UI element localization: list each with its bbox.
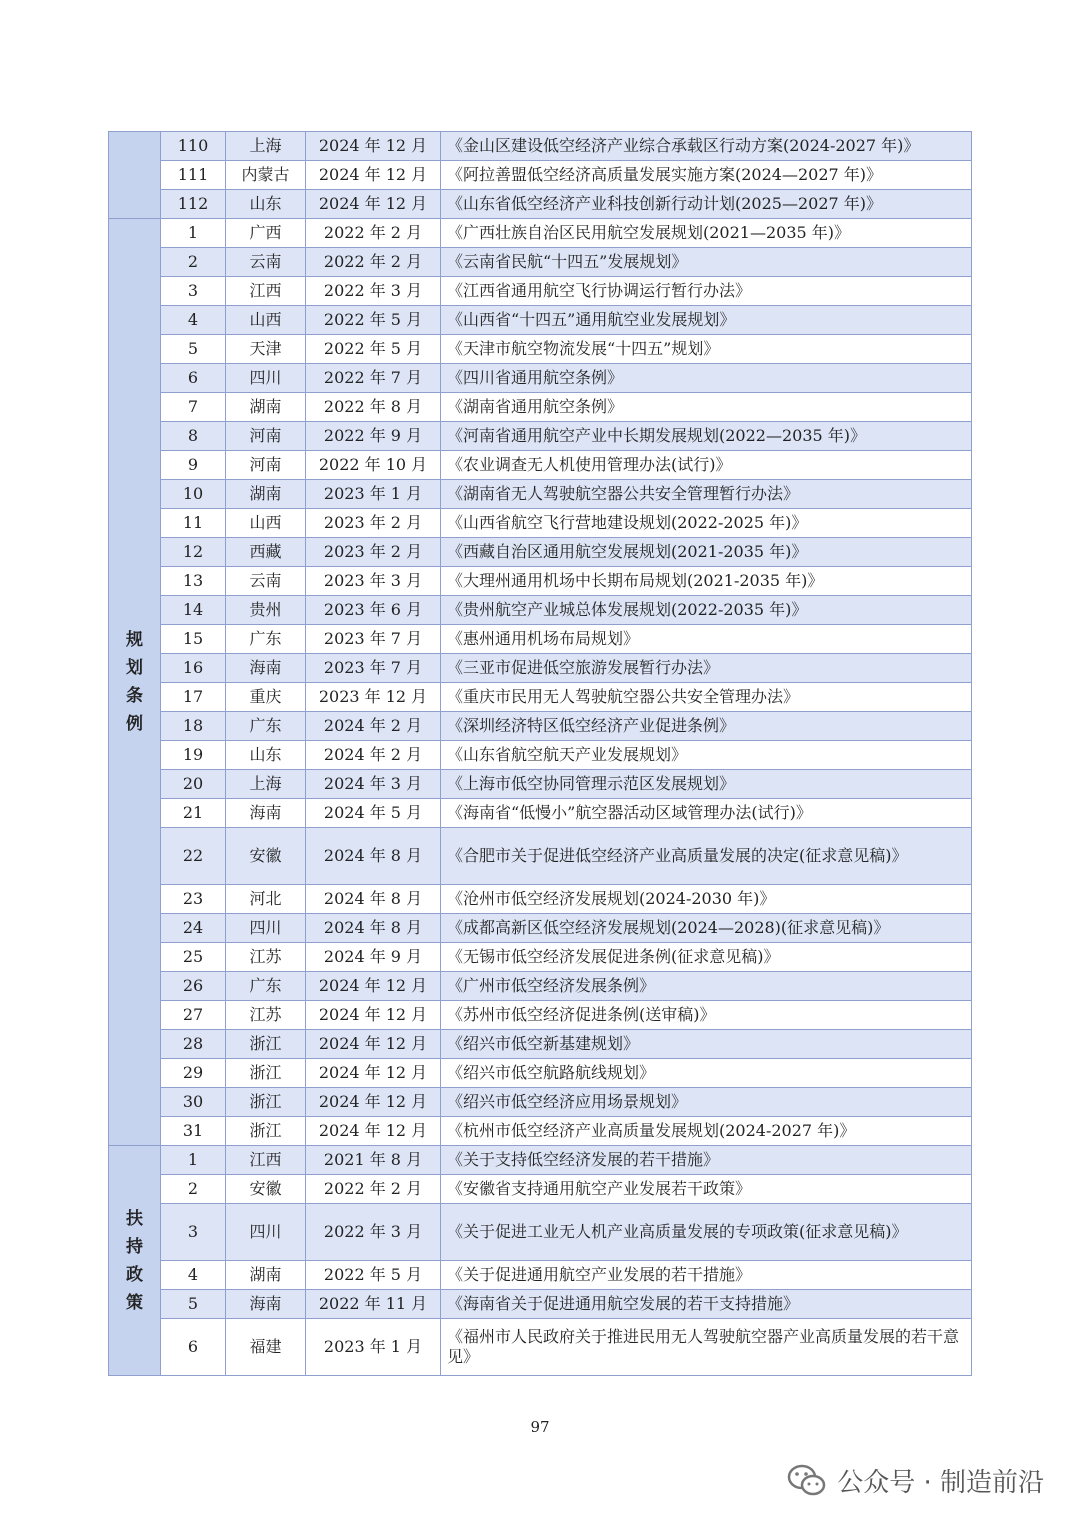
row-number: 8 — [161, 422, 226, 451]
province-cell: 内蒙古 — [226, 161, 306, 190]
table-row — [109, 422, 972, 451]
date-cell: 2023 年 12 月 — [306, 683, 441, 712]
date-cell: 2023 年 2 月 — [306, 538, 441, 567]
table-row — [109, 1175, 972, 1204]
date-cell: 2022 年 5 月 — [306, 335, 441, 364]
table-row — [109, 480, 972, 509]
row-number: 25 — [161, 943, 226, 972]
policy-title-cell: 《沧州市低空经济发展规划(2024-2030 年)》 — [441, 885, 972, 914]
row-number: 16 — [161, 654, 226, 683]
category-cell — [109, 132, 161, 219]
policy-title-cell: 《天津市航空物流发展“十四五”规划》 — [441, 335, 972, 364]
policy-title-cell: 《重庆市民用无人驾驶航空器公共安全管理办法》 — [441, 683, 972, 712]
table-row — [109, 972, 972, 1001]
date-cell: 2022 年 7 月 — [306, 364, 441, 393]
province-cell: 江西 — [226, 1146, 306, 1175]
policy-title-cell: 《山东省低空经济产业科技创新行动计划(2025—2027 年)》 — [441, 190, 972, 219]
table-row — [109, 219, 972, 248]
footer-brand — [787, 1462, 1044, 1499]
row-number: 9 — [161, 451, 226, 480]
policy-title-cell: 《海南省关于促进通用航空发展的若干支持措施》 — [441, 1290, 972, 1319]
table-row — [109, 770, 972, 799]
table-row — [109, 277, 972, 306]
row-number: 2 — [161, 248, 226, 277]
policy-title-cell: 《关于促进工业无人机产业高质量发展的专项政策(征求意见稿)》 — [441, 1204, 972, 1261]
row-number: 31 — [161, 1117, 226, 1146]
policy-title-cell: 《西藏自治区通用航空发展规划(2021-2035 年)》 — [441, 538, 972, 567]
table-row — [109, 1088, 972, 1117]
date-cell: 2024 年 12 月 — [306, 1117, 441, 1146]
row-number: 20 — [161, 770, 226, 799]
policy-title-cell: 《农业调查无人机使用管理办法(试行)》 — [441, 451, 972, 480]
province-cell: 浙江 — [226, 1117, 306, 1146]
date-cell: 2022 年 5 月 — [306, 306, 441, 335]
date-cell: 2024 年 3 月 — [306, 770, 441, 799]
province-cell: 山西 — [226, 509, 306, 538]
table-row — [109, 161, 972, 190]
date-cell: 2024 年 12 月 — [306, 972, 441, 1001]
table-row — [109, 364, 972, 393]
province-cell: 重庆 — [226, 683, 306, 712]
row-number: 19 — [161, 741, 226, 770]
province-cell: 上海 — [226, 770, 306, 799]
province-cell: 湖南 — [226, 393, 306, 422]
province-cell: 西藏 — [226, 538, 306, 567]
date-cell: 2023 年 1 月 — [306, 480, 441, 509]
policy-title-cell: 《大理州通用机场中长期布局规划(2021-2035 年)》 — [441, 567, 972, 596]
province-cell: 河南 — [226, 422, 306, 451]
policy-title-cell: 《三亚市促进低空旅游发展暂行办法》 — [441, 654, 972, 683]
province-cell: 江西 — [226, 277, 306, 306]
policy-title-cell: 《合肥市关于促进低空经济产业高质量发展的决定(征求意见稿)》 — [441, 828, 972, 885]
row-number: 5 — [161, 335, 226, 364]
table-row — [109, 885, 972, 914]
category-label: 扶持政策 — [126, 1208, 143, 1313]
date-cell: 2024 年 12 月 — [306, 1001, 441, 1030]
province-cell: 山东 — [226, 190, 306, 219]
row-number: 1 — [161, 219, 226, 248]
row-number: 30 — [161, 1088, 226, 1117]
province-cell: 浙江 — [226, 1030, 306, 1059]
policy-title-cell: 《惠州通用机场布局规划》 — [441, 625, 972, 654]
policy-title-cell: 《成都高新区低空经济发展规划(2024—2028)(征求意见稿)》 — [441, 914, 972, 943]
province-cell: 贵州 — [226, 596, 306, 625]
province-cell: 上海 — [226, 132, 306, 161]
row-number: 18 — [161, 712, 226, 741]
date-cell: 2024 年 12 月 — [306, 132, 441, 161]
province-cell: 湖南 — [226, 480, 306, 509]
row-number: 2 — [161, 1175, 226, 1204]
date-cell: 2023 年 2 月 — [306, 509, 441, 538]
row-number: 14 — [161, 596, 226, 625]
date-cell: 2022 年 3 月 — [306, 277, 441, 306]
date-cell: 2022 年 2 月 — [306, 1175, 441, 1204]
table-row — [109, 335, 972, 364]
date-cell: 2023 年 7 月 — [306, 625, 441, 654]
table-row — [109, 451, 972, 480]
province-cell: 山西 — [226, 306, 306, 335]
policy-title-cell: 《深圳经济特区低空经济产业促进条例》 — [441, 712, 972, 741]
date-cell: 2024 年 9 月 — [306, 943, 441, 972]
category-cell — [109, 1146, 161, 1376]
table-row — [109, 393, 972, 422]
date-cell: 2022 年 3 月 — [306, 1204, 441, 1261]
date-cell: 2024 年 8 月 — [306, 885, 441, 914]
row-number: 3 — [161, 277, 226, 306]
row-number: 111 — [161, 161, 226, 190]
date-cell: 2022 年 8 月 — [306, 393, 441, 422]
province-cell: 广东 — [226, 625, 306, 654]
row-number: 1 — [161, 1146, 226, 1175]
policy-title-cell: 《关于促进通用航空产业发展的若干措施》 — [441, 1261, 972, 1290]
row-number: 22 — [161, 828, 226, 885]
policy-table — [108, 131, 972, 1376]
province-cell: 浙江 — [226, 1059, 306, 1088]
policy-title-cell: 《广西壮族自治区民用航空发展规划(2021—2035 年)》 — [441, 219, 972, 248]
date-cell: 2022 年 11 月 — [306, 1290, 441, 1319]
footer-brand-text: 公众号 · 制造前沿 — [837, 1468, 1044, 1498]
table-row — [109, 1261, 972, 1290]
policy-title-cell: 《绍兴市低空新基建规划》 — [441, 1030, 972, 1059]
province-cell: 四川 — [226, 1204, 306, 1261]
policy-title-cell: 《湖南省无人驾驶航空器公共安全管理暂行办法》 — [441, 480, 972, 509]
date-cell: 2022 年 2 月 — [306, 219, 441, 248]
row-number: 112 — [161, 190, 226, 219]
policy-title-cell: 《阿拉善盟低空经济高质量发展实施方案(2024—2027 年)》 — [441, 161, 972, 190]
policy-title-cell: 《绍兴市低空航路航线规划》 — [441, 1059, 972, 1088]
row-number: 17 — [161, 683, 226, 712]
province-cell: 安徽 — [226, 1175, 306, 1204]
row-number: 4 — [161, 1261, 226, 1290]
policy-title-cell: 《无锡市低空经济发展促进条例(征求意见稿)》 — [441, 943, 972, 972]
date-cell: 2023 年 1 月 — [306, 1319, 441, 1376]
date-cell: 2022 年 5 月 — [306, 1261, 441, 1290]
policy-title-cell: 《山西省航空飞行营地建设规划(2022-2025 年)》 — [441, 509, 972, 538]
province-cell: 海南 — [226, 654, 306, 683]
policy-title-cell: 《四川省通用航空条例》 — [441, 364, 972, 393]
table-row — [109, 567, 972, 596]
policy-title-cell: 《江西省通用航空飞行协调运行暂行办法》 — [441, 277, 972, 306]
table-row — [109, 683, 972, 712]
province-cell: 湖南 — [226, 1261, 306, 1290]
date-cell: 2024 年 5 月 — [306, 799, 441, 828]
province-cell: 天津 — [226, 335, 306, 364]
province-cell: 广西 — [226, 219, 306, 248]
province-cell: 海南 — [226, 1290, 306, 1319]
row-number: 27 — [161, 1001, 226, 1030]
page-number: 97 — [530, 1418, 550, 1436]
row-number: 28 — [161, 1030, 226, 1059]
policy-title-cell: 《绍兴市低空经济应用场景规划》 — [441, 1088, 972, 1117]
row-number: 10 — [161, 480, 226, 509]
province-cell: 福建 — [226, 1319, 306, 1376]
table-row — [109, 712, 972, 741]
table-row — [109, 914, 972, 943]
table-row — [109, 1117, 972, 1146]
province-cell: 云南 — [226, 567, 306, 596]
row-number: 29 — [161, 1059, 226, 1088]
row-number: 13 — [161, 567, 226, 596]
row-number: 12 — [161, 538, 226, 567]
policy-title-cell: 《广州市低空经济发展条例》 — [441, 972, 972, 1001]
date-cell: 2024 年 12 月 — [306, 161, 441, 190]
province-cell: 河南 — [226, 451, 306, 480]
province-cell: 云南 — [226, 248, 306, 277]
province-cell: 安徽 — [226, 828, 306, 885]
province-cell: 河北 — [226, 885, 306, 914]
date-cell: 2022 年 9 月 — [306, 422, 441, 451]
province-cell: 广东 — [226, 712, 306, 741]
table-row — [109, 1001, 972, 1030]
table-row — [109, 1059, 972, 1088]
date-cell: 2024 年 2 月 — [306, 712, 441, 741]
policy-title-cell: 《苏州市低空经济促进条例(送审稿)》 — [441, 1001, 972, 1030]
policy-table-body — [109, 132, 972, 1376]
wechat-icon — [787, 1463, 827, 1499]
province-cell: 海南 — [226, 799, 306, 828]
row-number: 4 — [161, 306, 226, 335]
table-row — [109, 190, 972, 219]
policy-title-cell: 《湖南省通用航空条例》 — [441, 393, 972, 422]
date-cell: 2024 年 8 月 — [306, 914, 441, 943]
table-row — [109, 625, 972, 654]
category-cell — [109, 219, 161, 1146]
date-cell: 2023 年 7 月 — [306, 654, 441, 683]
policy-title-cell: 《贵州航空产业城总体发展规划(2022-2035 年)》 — [441, 596, 972, 625]
policy-title-cell: 《安徽省支持通用航空产业发展若干政策》 — [441, 1175, 972, 1204]
policy-title-cell: 《金山区建设低空经济产业综合承载区行动方案(2024-2027 年)》 — [441, 132, 972, 161]
policy-title-cell: 《山东省航空航天产业发展规划》 — [441, 741, 972, 770]
date-cell: 2024 年 8 月 — [306, 828, 441, 885]
row-number: 110 — [161, 132, 226, 161]
table-row — [109, 654, 972, 683]
date-cell: 2022 年 2 月 — [306, 248, 441, 277]
table-row — [109, 1146, 972, 1175]
date-cell: 2023 年 6 月 — [306, 596, 441, 625]
province-cell: 山东 — [226, 741, 306, 770]
policy-title-cell: 《福州市人民政府关于推进民用无人驾驶航空器产业高质量发展的若干意见》 — [441, 1319, 972, 1376]
row-number: 11 — [161, 509, 226, 538]
table-row — [109, 132, 972, 161]
category-label: 规划条例 — [126, 630, 143, 734]
province-cell: 江苏 — [226, 1001, 306, 1030]
policy-title-cell: 《山西省“十四五”通用航空业发展规划》 — [441, 306, 972, 335]
date-cell: 2024 年 12 月 — [306, 1059, 441, 1088]
table-row — [109, 1030, 972, 1059]
date-cell: 2024 年 12 月 — [306, 1088, 441, 1117]
policy-title-cell: 《海南省“低慢小”航空器活动区域管理办法(试行)》 — [441, 799, 972, 828]
row-number: 7 — [161, 393, 226, 422]
table-row — [109, 828, 972, 885]
province-cell: 江苏 — [226, 943, 306, 972]
policy-title-cell: 《上海市低空协同管理示范区发展规划》 — [441, 770, 972, 799]
table-row — [109, 1290, 972, 1319]
row-number: 6 — [161, 1319, 226, 1376]
table-row — [109, 509, 972, 538]
table-row — [109, 538, 972, 567]
date-cell: 2022 年 10 月 — [306, 451, 441, 480]
table-row — [109, 741, 972, 770]
row-number: 6 — [161, 364, 226, 393]
date-cell: 2021 年 8 月 — [306, 1146, 441, 1175]
table-row — [109, 306, 972, 335]
province-cell: 广东 — [226, 972, 306, 1001]
row-number: 26 — [161, 972, 226, 1001]
table-row — [109, 248, 972, 277]
policy-title-cell: 《云南省民航“十四五”发展规划》 — [441, 248, 972, 277]
table-row — [109, 1319, 972, 1376]
table-row — [109, 1204, 972, 1261]
row-number: 15 — [161, 625, 226, 654]
policy-title-cell: 《关于支持低空经济发展的若干措施》 — [441, 1146, 972, 1175]
province-cell: 四川 — [226, 914, 306, 943]
row-number: 23 — [161, 885, 226, 914]
policy-title-cell: 《河南省通用航空产业中长期发展规划(2022—2035 年)》 — [441, 422, 972, 451]
date-cell: 2024 年 12 月 — [306, 1030, 441, 1059]
date-cell: 2023 年 3 月 — [306, 567, 441, 596]
row-number: 3 — [161, 1204, 226, 1261]
date-cell: 2024 年 2 月 — [306, 741, 441, 770]
date-cell: 2024 年 12 月 — [306, 190, 441, 219]
row-number: 24 — [161, 914, 226, 943]
row-number: 21 — [161, 799, 226, 828]
table-row — [109, 596, 972, 625]
policy-title-cell: 《杭州市低空经济产业高质量发展规划(2024-2027 年)》 — [441, 1117, 972, 1146]
row-number: 5 — [161, 1290, 226, 1319]
province-cell: 四川 — [226, 364, 306, 393]
table-row — [109, 799, 972, 828]
table-row — [109, 943, 972, 972]
province-cell: 浙江 — [226, 1088, 306, 1117]
